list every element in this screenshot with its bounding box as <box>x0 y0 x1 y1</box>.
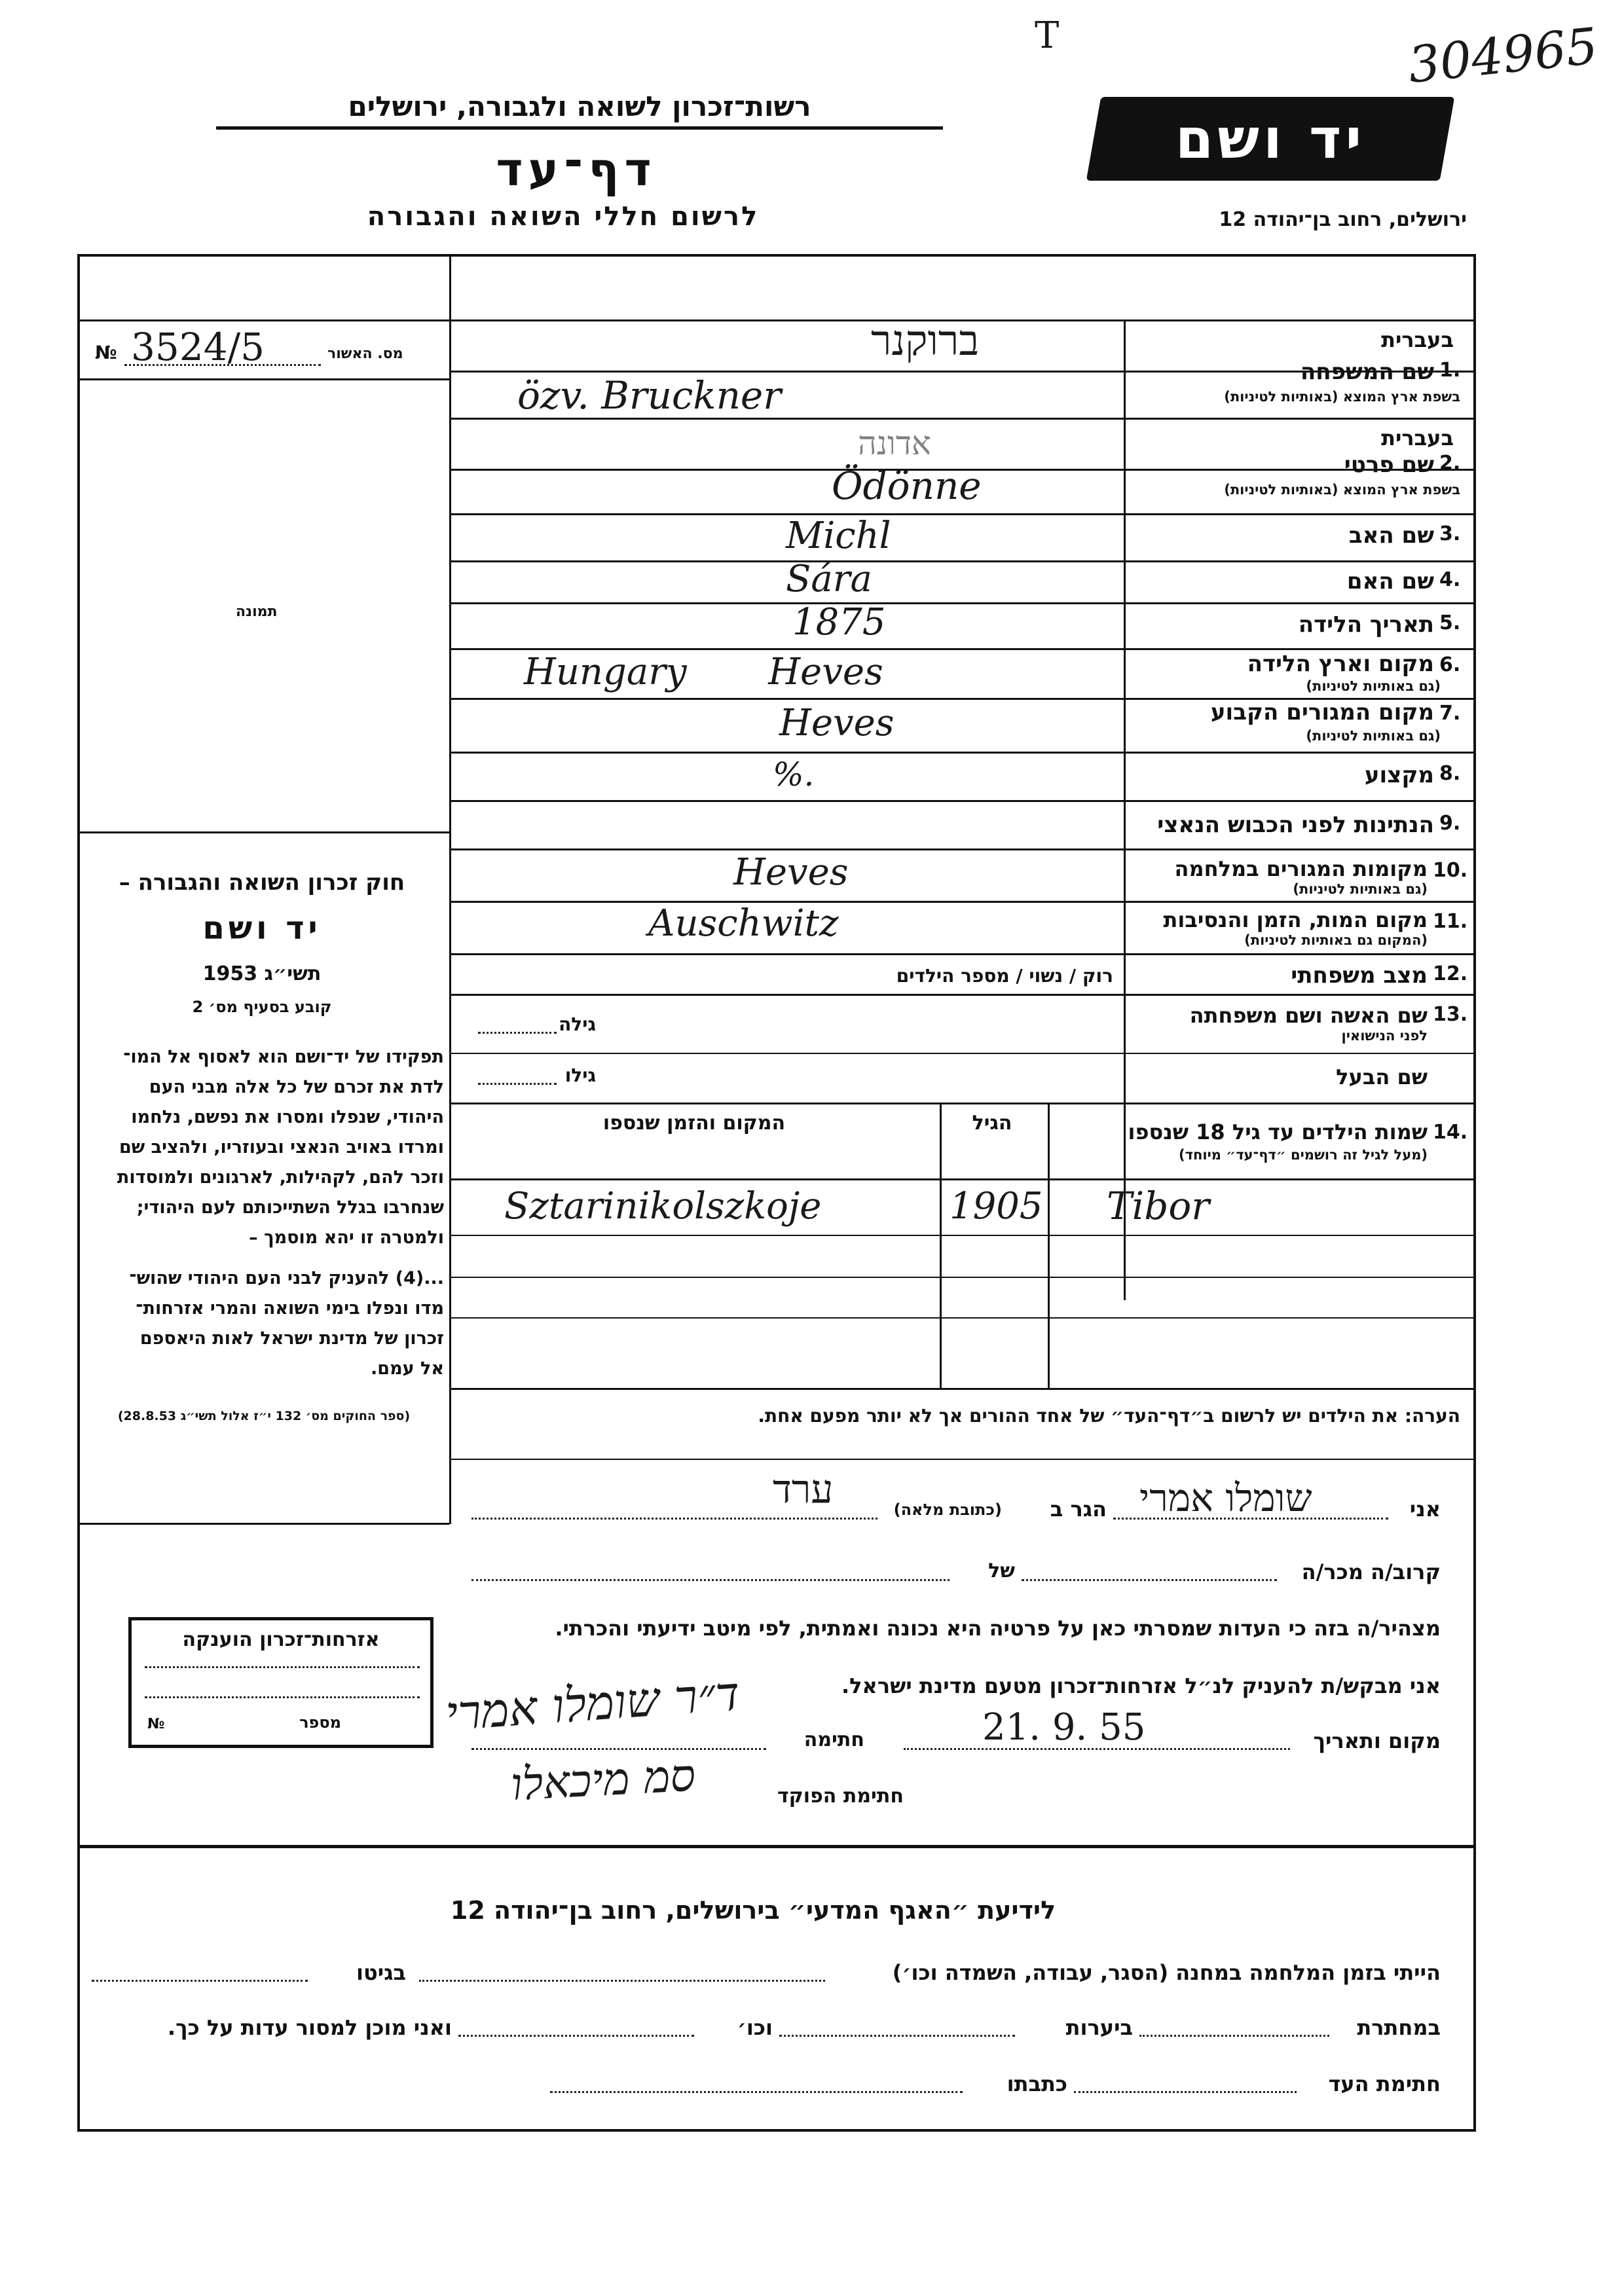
official-signature-label: חתימת הפוקד <box>777 1785 904 1808</box>
form-subtitle: לרשום חללי השואה והגבורה <box>367 202 760 232</box>
declaration-statement: מצהיר/ה בזה כי העדות שמסרתי כאן על פרטיה היא נכונה ואמתית, לפי מיטב ידיעתי והכרתי. <box>555 1616 1441 1641</box>
bottom-camp-label: הייתי בזמן המלחמה במחנה (הסגר, עבודה, השמדה וכו׳) <box>892 1960 1441 1985</box>
field-death-place-label: מקום המות, הזמן והנסיבות <box>1163 907 1428 932</box>
field-marital-status-label: מצב משפחתי <box>1291 962 1428 989</box>
corner-mark: T <box>1035 14 1060 57</box>
bottom-ghetto-label: בגיטו <box>356 1960 406 1985</box>
residence-value: Heves <box>779 702 895 744</box>
bottom-title: לידיעת ״האגף המדעי״ בירושלים, רחוב בן־יהודה 12 <box>450 1896 1056 1925</box>
field-nationality-label: הנתינות לפני הכבוש הנאצי <box>1157 812 1434 838</box>
logo-address: ירושלים, רחוב בן־יהודה 12 <box>1219 208 1467 231</box>
relative-label: קרוב/ה מכר/ה <box>1301 1559 1441 1584</box>
bottom-testimony-label: ואני מוכן למסור עדות על כך. <box>167 2015 452 2040</box>
approval-number: 3524/5 <box>131 325 265 369</box>
address-value: ערד <box>773 1467 834 1512</box>
of-label: של <box>988 1559 1015 1582</box>
citizenship-box-title: אזרחות־זכרון הוענקה <box>182 1628 380 1651</box>
children-title: שמות הילדים עד גיל 18 שנספו <box>1128 1120 1428 1144</box>
bottom-forests-label: ביערות <box>1065 2015 1133 2040</box>
law-paragraph-1: תפקידו של יד־ושם הוא לאסוף אל המו־ לדת את זכרם של כל אלה מבני העם היהודי, שנפלו ומסרו את נפשם, נלחמו ומרדו באויב הנאצי ובעוזריו, ולהציב שם וזכר להם, לקהילות, לארגונים ולמוסדות שנחרבו בגלל השתייכותם לעם היהודי; ולמטרה זו יהא מוסמך – <box>117 1047 444 1248</box>
citizenship-box: אזרחות־זכרון הוענקה מספר № <box>128 1617 434 1748</box>
field-birth-date-label: תאריך הלידה <box>1298 611 1434 638</box>
wartime-residence-value: Heves <box>733 851 849 894</box>
declarant-signature: ד״ר שומלו אמרי <box>443 1666 742 1741</box>
declarant-label: אני <box>1409 1497 1441 1522</box>
marital-status-options: רוק / נשוי / מספר הילדים <box>896 965 1113 987</box>
approval-label: מס. האשור <box>327 346 403 362</box>
signature-label: חתימה <box>803 1728 864 1751</box>
bottom-etc-label: וכו׳ <box>737 2015 773 2040</box>
wife-age-label: גילה <box>559 1013 596 1035</box>
child-place: Sztarinikolszkoje <box>504 1185 822 1228</box>
father-name-value: Michl <box>786 515 891 557</box>
family-name-latin-value: özv. Bruckner <box>517 373 781 418</box>
field-mother-name-label: שם האם <box>1346 568 1434 594</box>
bottom-address-label: כתבתו <box>1006 2071 1067 2096</box>
field-wife-name-label: שם האשה ושם משפחתה <box>1189 1003 1428 1028</box>
law-year: תשי״ג 1953 <box>202 962 322 985</box>
official-signature: סמ מיכאלו <box>509 1749 697 1812</box>
death-place-value: Auschwitz <box>648 902 839 945</box>
photo-label: תמונה <box>236 604 278 620</box>
first-name-latin-value: Ödönne <box>832 464 982 508</box>
husband-name-label: שם הבעל <box>1336 1065 1428 1089</box>
law-clause: קובע בסעיף מס׳ 2 <box>192 998 332 1016</box>
occupation-value: %. <box>773 756 815 793</box>
place-date-label: מקום ותאריך <box>1313 1728 1441 1753</box>
child-name: Tibor <box>1107 1184 1210 1228</box>
law-paragraph-2: ...(4) להעניק לבני העם היהודי שהוש־ מדו ונפלו בימי השואה והמרי אזרחות־ זכרון של מדינת ישראל לאות היאספם אל עמם. <box>129 1268 444 1379</box>
note-text: הערה: את הילדים יש לרשום ב״דף־העד״ של אחד ההורים אך לא יותר מפעם אחת. <box>758 1405 1460 1427</box>
mother-name-value: Sára <box>786 558 872 600</box>
law-citation: (ספר החוקים מס׳ 132 י״ז אלול תשי״ג 28.8.53) <box>117 1409 411 1423</box>
resides-label: הגר ב <box>1050 1497 1107 1522</box>
field-occupation-label: מקצוע <box>1364 762 1434 788</box>
logo-text: יד ושם <box>1175 107 1366 171</box>
husband-age-label: גילו <box>564 1065 596 1086</box>
approval-no-sign: № <box>95 342 117 363</box>
address-note: (כתובת מלאה) <box>893 1501 1002 1519</box>
declarant-name: שומלו אמרי <box>1139 1476 1312 1520</box>
citizenship-request: אני מבקש/ת להעניק לנ״ל אזרחות־זכרון מטעם מדינת ישראל. <box>841 1673 1441 1698</box>
form-title: דף־עד <box>496 143 657 196</box>
authority-title: רשות־זכרון לשואה ולגבורה, ירושלים <box>216 90 943 130</box>
field-residence-label: מקום המגורים הקבוע <box>1210 699 1434 725</box>
birth-place-value: Hungary Heves <box>524 651 883 693</box>
field-birth-place-label: מקום וארץ הלידה <box>1247 651 1434 677</box>
bottom-witness-signature-label: חתימת העד <box>1328 2071 1441 2096</box>
yad-vashem-logo <box>1086 97 1455 181</box>
children-place-header: המקום והזמן שנספו <box>602 1112 786 1135</box>
archive-number: 304965 <box>1405 16 1600 94</box>
birth-date-value: 1875 <box>792 601 886 644</box>
child-age: 1905 <box>950 1185 1043 1228</box>
family-name-hebrew-value: ברוקנר <box>871 317 980 365</box>
field-father-name-label: שם האב <box>1348 522 1434 549</box>
place-date-value: 21. 9. 55 <box>982 1706 1146 1749</box>
bottom-underground-label: במחתרת <box>1357 2015 1441 2040</box>
citizenship-number-label: מספר <box>299 1713 341 1732</box>
first-name-hebrew-value: אדונה <box>858 424 931 462</box>
field-wartime-residence-label: מקומות המגורים במלחמה <box>1174 856 1428 881</box>
children-age-header: הגיל <box>972 1112 1012 1135</box>
law-name: יד ושם <box>202 910 322 947</box>
law-title: חוק זכרון השואה והגבורה – <box>119 869 405 896</box>
